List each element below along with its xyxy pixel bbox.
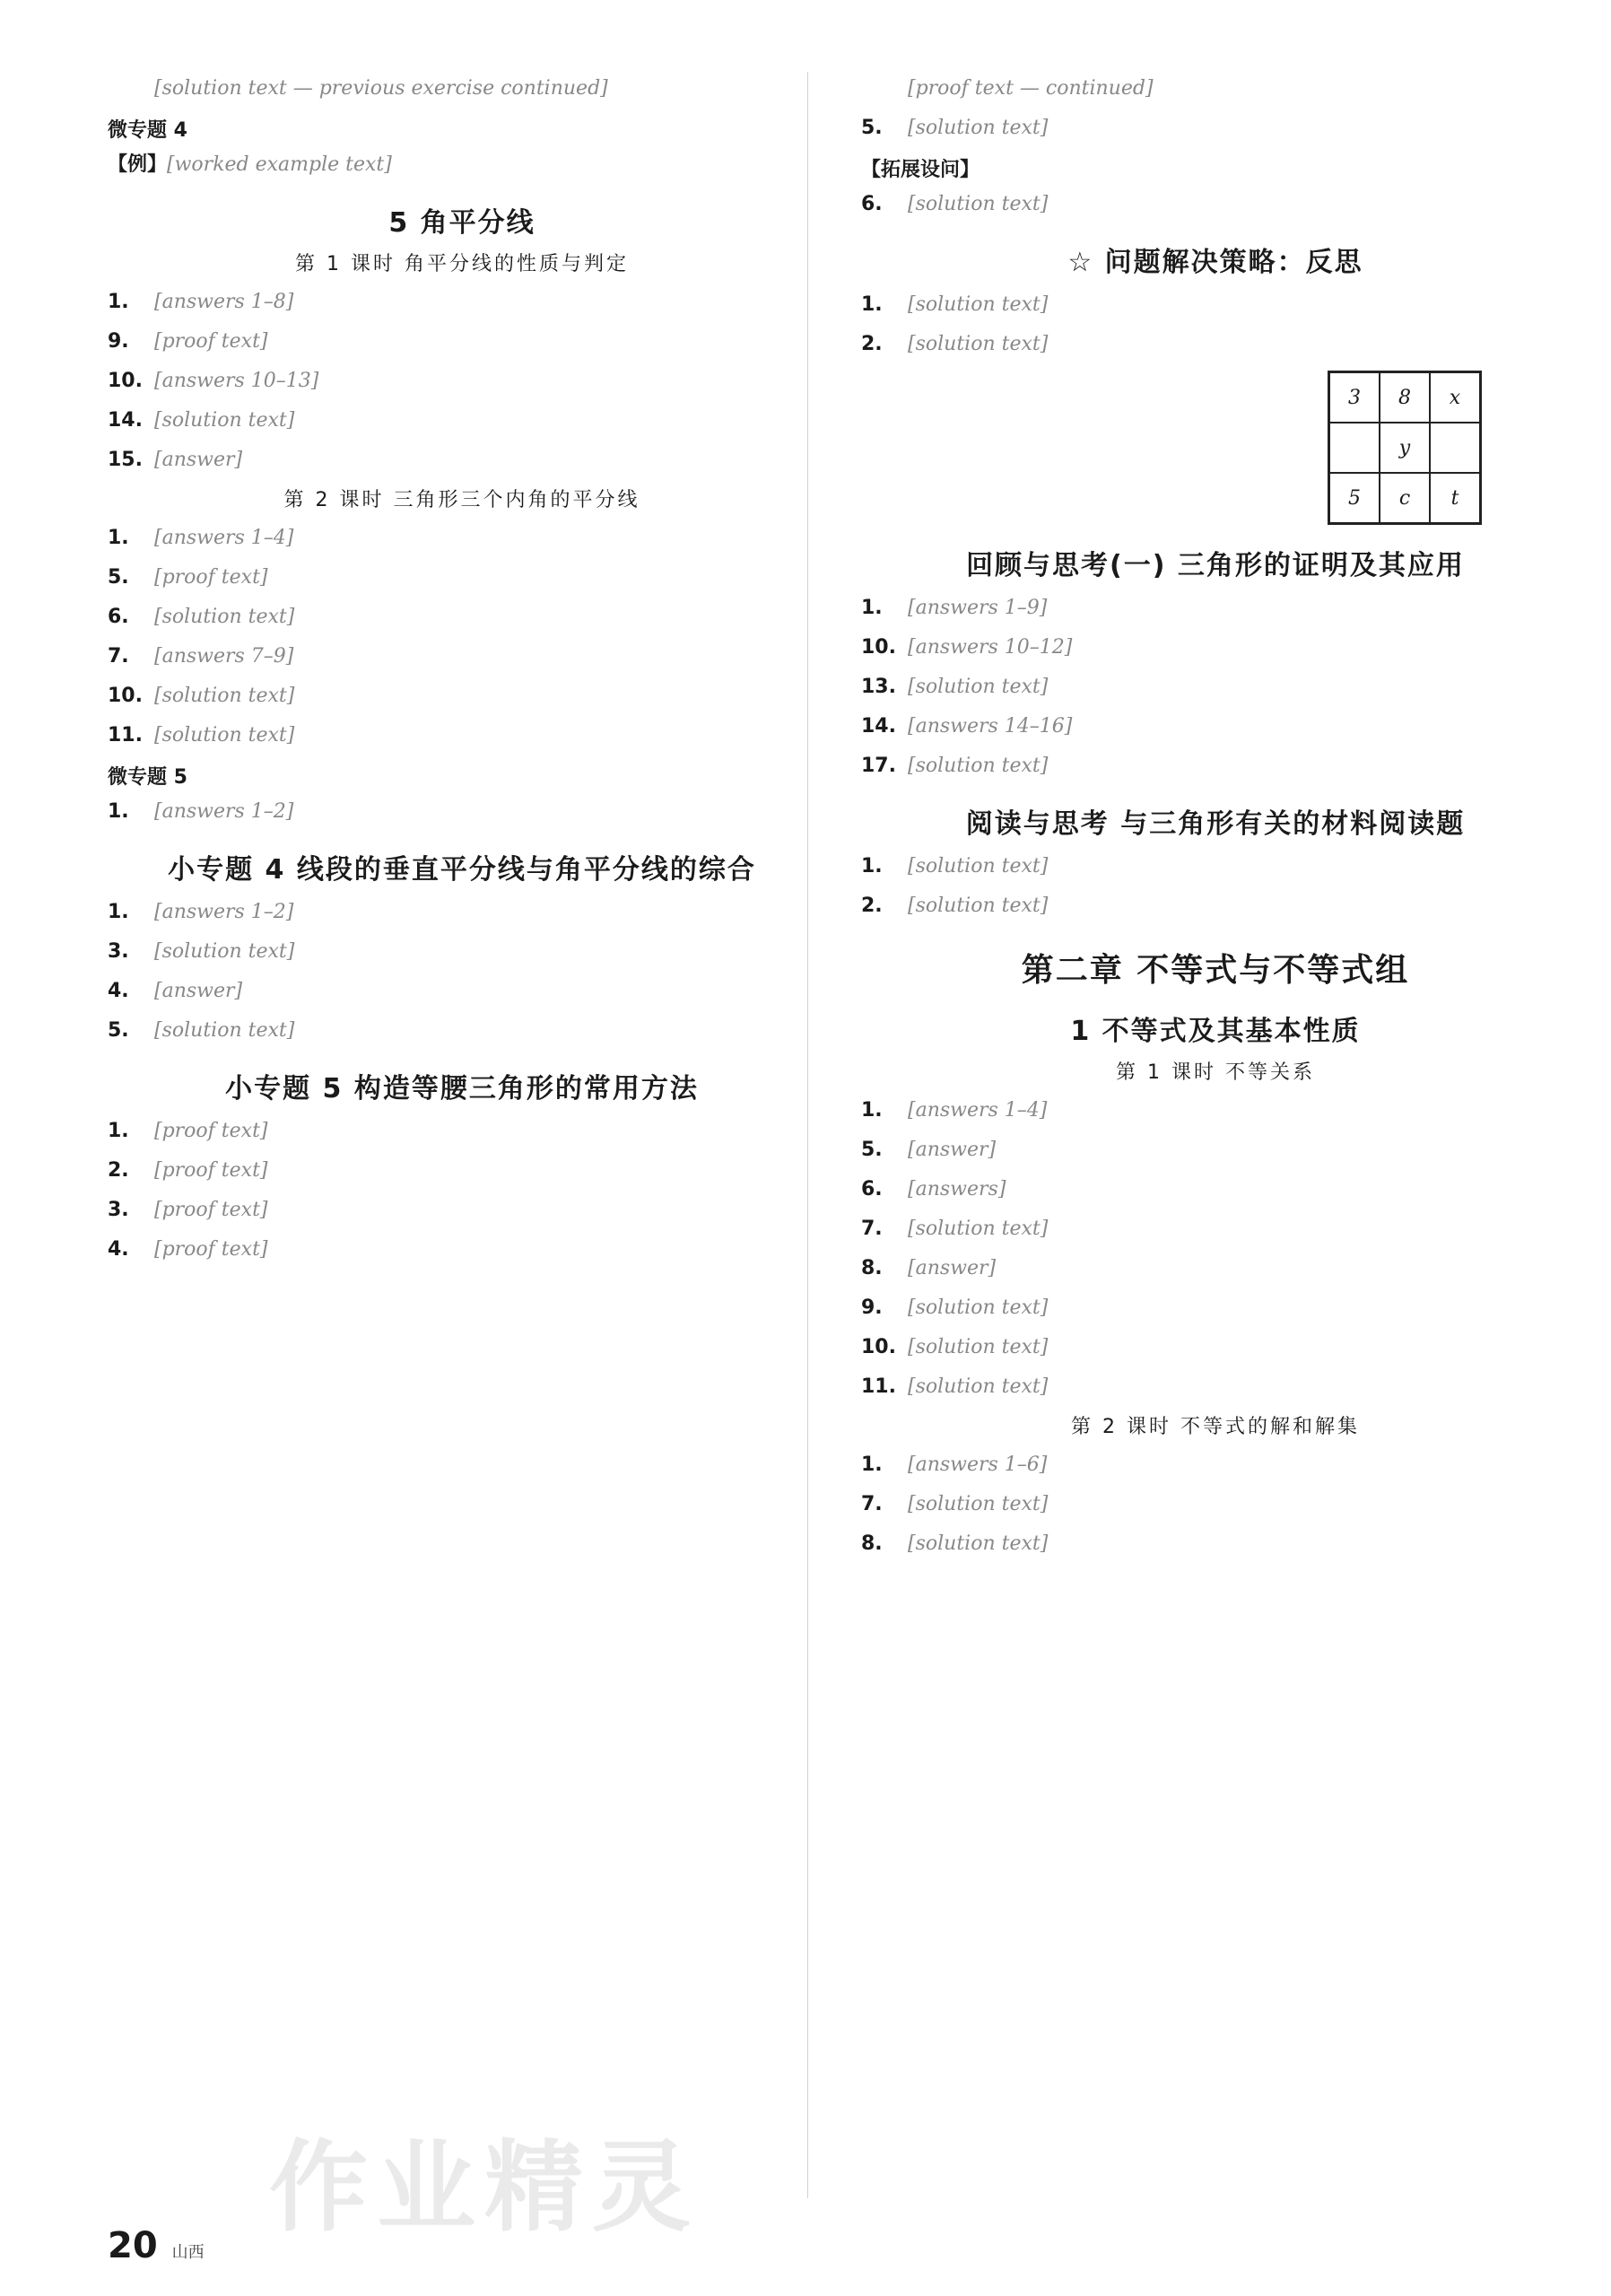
answer-item xyxy=(861,889,1570,923)
watermark: 作业精灵 xyxy=(269,2130,700,2245)
answer-item xyxy=(861,1370,1570,1404)
item-body: [answers] xyxy=(908,1178,1006,1200)
answer-item xyxy=(861,1527,1570,1561)
magic-square-figure xyxy=(1328,371,1482,525)
answer-item xyxy=(108,1154,816,1188)
item-number: 10. xyxy=(861,636,896,659)
answer-item xyxy=(861,1291,1570,1325)
item-number: 1. xyxy=(861,1099,883,1122)
answer-item xyxy=(108,935,816,969)
item-number: 6. xyxy=(861,193,883,215)
item-number: 7. xyxy=(861,1218,883,1240)
item-body: [answer] xyxy=(154,980,243,1002)
item-number: 14. xyxy=(861,715,896,738)
topic-heading: 微专题 4 xyxy=(108,119,187,142)
answer-item xyxy=(108,325,816,359)
item-number: 5. xyxy=(861,117,883,139)
item-number: 1. xyxy=(861,855,883,877)
item-body: [worked example text] xyxy=(167,153,392,176)
grid-cell: x xyxy=(1430,372,1480,423)
item-number: 3. xyxy=(108,1199,129,1221)
item-body: [solution text] xyxy=(908,1296,1049,1319)
item-body: [proof text — continued] xyxy=(908,77,1154,100)
left-column xyxy=(108,72,816,1272)
item-body: [answers 10–13] xyxy=(154,370,319,392)
item-body: [solution text] xyxy=(908,333,1049,355)
topic-heading: 微专题 5 xyxy=(108,766,187,789)
answer-item xyxy=(108,148,816,182)
item-number: 1. xyxy=(108,527,129,549)
item-body: [solution text] xyxy=(908,117,1049,139)
item-body: [solution text] xyxy=(908,193,1049,215)
item-number: 5. xyxy=(861,1139,883,1161)
answer-item xyxy=(861,1133,1570,1167)
item-body: [solution text] xyxy=(908,1375,1049,1398)
item-number: 1. xyxy=(108,291,129,313)
item-body: [answers 1–2] xyxy=(154,901,294,923)
answer-item xyxy=(861,288,1570,322)
item-number: 14. xyxy=(108,409,143,432)
answer-item xyxy=(108,521,816,555)
chapter-heading: 第二章 不等式与不等式组 xyxy=(1021,952,1410,989)
item-number xyxy=(108,72,154,106)
item-body: [solution text] xyxy=(154,724,295,746)
item-number: 4. xyxy=(108,1238,129,1261)
item-body: [answer] xyxy=(908,1139,997,1161)
item-body: [answers 7–9] xyxy=(154,645,294,668)
answer-item xyxy=(108,72,816,106)
grid-cell: c xyxy=(1380,473,1430,523)
item-body: [proof text] xyxy=(154,1159,268,1182)
item-body: [solution text] xyxy=(154,606,295,628)
item-number: 【例】 xyxy=(108,153,168,176)
item-number: 5. xyxy=(108,1019,129,1042)
item-body: [answers 14–16] xyxy=(908,715,1073,738)
answer-item xyxy=(108,974,816,1008)
section-heading: 回顾与思考(一) 三角形的证明及其应用 xyxy=(966,550,1465,581)
item-body: [solution text] xyxy=(154,685,295,707)
item-body: [proof text] xyxy=(154,566,268,589)
item-body: [solution text] xyxy=(908,895,1049,917)
page-footer xyxy=(108,2225,205,2266)
item-body: [solution text] xyxy=(908,676,1049,698)
answer-item xyxy=(108,679,816,713)
answer-item xyxy=(861,1252,1570,1286)
answer-item xyxy=(861,327,1570,362)
province-label: 山西 xyxy=(171,2243,205,2262)
grid-cell: 8 xyxy=(1380,372,1430,423)
answer-item xyxy=(108,600,816,634)
right-column xyxy=(861,72,1570,1567)
item-body: [solution text] xyxy=(908,855,1049,877)
answer-item xyxy=(108,285,816,319)
answer-item xyxy=(861,749,1570,783)
item-body: [answer] xyxy=(908,1257,997,1279)
item-number: 2. xyxy=(108,1159,129,1182)
answer-item xyxy=(108,640,816,674)
answer-item xyxy=(108,443,816,477)
item-body: [solution text] xyxy=(154,409,295,432)
grid-cell: 5 xyxy=(1329,473,1380,523)
answer-item xyxy=(861,1173,1570,1207)
item-number: 13. xyxy=(861,676,896,698)
item-body: [answers 1–2] xyxy=(154,800,294,823)
lesson-heading: 第 2 课时 不等式的解和解集 xyxy=(1071,1416,1360,1438)
answer-item xyxy=(861,111,1570,145)
item-number: 1. xyxy=(861,597,883,619)
item-body: [solution text] xyxy=(908,755,1049,777)
section-heading: 1 不等式及其基本性质 xyxy=(1070,1016,1361,1047)
item-body: [answers 1–6] xyxy=(908,1454,1048,1476)
answer-item xyxy=(108,1114,816,1148)
section-heading: ☆ 问题解决策略：反思 xyxy=(1067,247,1363,278)
item-body: [answers 1–8] xyxy=(154,291,294,313)
item-number: 1. xyxy=(108,800,129,823)
item-number xyxy=(861,72,908,106)
item-body: [answer] xyxy=(154,449,243,471)
item-number: 11. xyxy=(861,1375,896,1398)
item-number: 9. xyxy=(861,1296,883,1319)
answer-item xyxy=(861,670,1570,704)
answer-item xyxy=(108,719,816,753)
lesson-heading: 第 2 课时 三角形三个内角的平分线 xyxy=(283,489,640,511)
grid-cell: 3 xyxy=(1329,372,1380,423)
answer-item xyxy=(108,404,816,438)
lesson-heading: 第 1 课时 角平分线的性质与判定 xyxy=(295,253,629,275)
answer-item xyxy=(861,850,1570,884)
item-body: [proof text] xyxy=(154,1199,268,1221)
item-number: 5. xyxy=(108,566,129,589)
item-body: [solution text] xyxy=(908,293,1049,316)
answer-item xyxy=(861,1094,1570,1128)
answer-item xyxy=(108,1193,816,1227)
answer-item xyxy=(861,1331,1570,1365)
item-number: 7. xyxy=(861,1493,883,1515)
item-number: 9. xyxy=(108,330,129,353)
item-number: 11. xyxy=(108,724,143,746)
item-number: 1. xyxy=(108,1120,129,1142)
item-number: 4. xyxy=(108,980,129,1002)
item-number: 7. xyxy=(108,645,129,668)
item-number: 1. xyxy=(861,1454,883,1476)
item-body: [proof text] xyxy=(154,1120,268,1142)
answer-item xyxy=(861,1488,1570,1522)
grid-cell xyxy=(1430,423,1480,473)
answer-item xyxy=(108,561,816,595)
item-number: 8. xyxy=(861,1532,883,1555)
item-number: 8. xyxy=(861,1257,883,1279)
answer-item xyxy=(861,1212,1570,1246)
item-body: [answers 10–12] xyxy=(908,636,1073,659)
item-number: 10. xyxy=(108,685,143,707)
item-number: 15. xyxy=(108,449,143,471)
item-body: [solution text] xyxy=(908,1532,1049,1555)
item-number: 2. xyxy=(861,333,883,355)
answer-item xyxy=(108,1014,816,1048)
item-body: [answers 1–9] xyxy=(908,597,1048,619)
item-body: [answers 1–4] xyxy=(154,527,294,549)
answer-item xyxy=(108,1233,816,1267)
item-number: 17. xyxy=(861,755,896,777)
answer-item xyxy=(861,72,1570,106)
answer-item xyxy=(108,895,816,930)
item-number: 1. xyxy=(861,293,883,316)
item-body: [answers 1–4] xyxy=(908,1099,1048,1122)
topic-heading: 【拓展设问】 xyxy=(861,159,980,181)
grid-cell: t xyxy=(1430,473,1480,523)
grid-cell: y xyxy=(1380,423,1430,473)
item-number: 2. xyxy=(861,895,883,917)
answer-item xyxy=(861,188,1570,222)
page-number: 20 xyxy=(108,2225,158,2266)
item-body: [proof text] xyxy=(154,330,268,353)
item-body: [solution text] xyxy=(908,1493,1049,1515)
item-number: 6. xyxy=(861,1178,883,1200)
item-body: [solution text — previous exercise continued] xyxy=(154,77,608,100)
section-heading: 阅读与思考 与三角形有关的材料阅读题 xyxy=(965,808,1466,840)
answer-item xyxy=(861,591,1570,625)
item-number: 3. xyxy=(108,940,129,963)
item-body: [solution text] xyxy=(154,940,295,963)
item-number: 10. xyxy=(108,370,143,392)
lesson-heading: 第 1 课时 不等关系 xyxy=(1116,1061,1315,1084)
answer-item xyxy=(108,795,816,829)
section-heading: 5 角平分线 xyxy=(388,207,536,239)
item-number: 6. xyxy=(108,606,129,628)
section-heading: 小专题 4 线段的垂直平分线与角平分线的综合 xyxy=(168,854,756,886)
grid-cell xyxy=(1329,423,1380,473)
answer-item xyxy=(861,1448,1570,1482)
answer-item xyxy=(108,364,816,398)
item-body: [solution text] xyxy=(908,1218,1049,1240)
answer-item xyxy=(861,631,1570,665)
item-body: [proof text] xyxy=(154,1238,268,1261)
item-number: 1. xyxy=(108,901,129,923)
section-heading: 小专题 5 构造等腰三角形的常用方法 xyxy=(225,1073,699,1104)
answer-item xyxy=(861,710,1570,744)
column-divider xyxy=(807,72,808,2198)
item-body: [solution text] xyxy=(908,1336,1049,1358)
item-number: 10. xyxy=(861,1336,896,1358)
item-body: [solution text] xyxy=(154,1019,295,1042)
